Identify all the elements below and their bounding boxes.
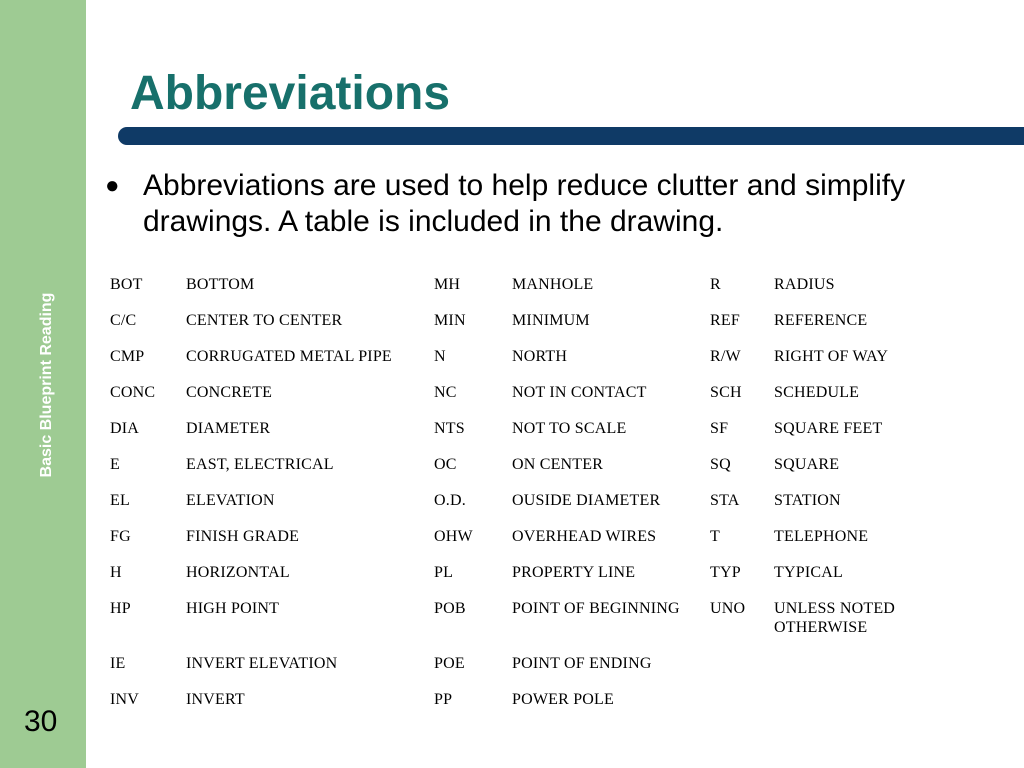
abbreviation-cell: SCH xyxy=(710,384,742,401)
abbreviation-cell: POE xyxy=(434,655,465,672)
meaning-cell: INVERT xyxy=(186,691,245,708)
meaning-cell: RIGHT OF WAY xyxy=(774,348,889,365)
abbreviation-cell: BOT xyxy=(110,276,143,293)
abbreviation-cell: H xyxy=(110,564,122,581)
slide-number: 30 xyxy=(24,705,58,738)
meaning-cell: POINT OF BEGINNING xyxy=(512,600,680,617)
table-row xyxy=(104,687,930,723)
abbreviation-cell: R/W xyxy=(710,348,741,365)
meaning-cell: FINISH GRADE xyxy=(186,528,300,545)
abbreviation-cell: POB xyxy=(434,600,466,617)
table-row xyxy=(104,488,930,524)
abbreviation-cell: NC xyxy=(434,384,457,401)
sidebar-band xyxy=(0,0,86,768)
abbreviation-cell: MIN xyxy=(434,312,466,329)
table-row xyxy=(104,524,930,560)
meaning-cell: UNLESS NOTED OTHERWISE xyxy=(774,600,896,636)
meaning-cell: SQUARE xyxy=(774,456,840,473)
meaning-cell: CORRUGATED METAL PIPE xyxy=(186,348,392,365)
abbreviation-cell xyxy=(704,687,768,723)
meaning-cell: NORTH xyxy=(512,348,568,365)
meaning-cell: POINT OF ENDING xyxy=(512,655,652,672)
table-row xyxy=(104,272,930,308)
bullet-text: Abbreviations are used to help reduce clutter and simplify drawings. A table is included in the drawing. xyxy=(143,169,906,238)
meaning-cell: OVERHEAD WIRES xyxy=(512,528,657,545)
meaning-cell: INVERT ELEVATION xyxy=(186,655,338,672)
meaning-cell: REFERENCE xyxy=(774,312,868,329)
abbreviation-cell: OHW xyxy=(434,528,473,545)
meaning-cell xyxy=(768,687,930,723)
slide-title: Abbreviations xyxy=(130,67,451,120)
abbreviation-cell: O.D. xyxy=(434,492,466,509)
abbreviation-cell: OC xyxy=(434,456,457,473)
abbreviation-cell: DIA xyxy=(110,420,140,437)
abbreviation-cell: SQ xyxy=(710,456,731,473)
table-row xyxy=(104,308,930,344)
meaning-cell: EAST, ELECTRICAL xyxy=(186,456,334,473)
table-row xyxy=(104,596,930,651)
meaning-cell: HORIZONTAL xyxy=(186,564,290,581)
table-row xyxy=(104,651,930,687)
meaning-cell: MINIMUM xyxy=(512,312,590,329)
abbreviation-cell: UNO xyxy=(710,600,746,617)
abbreviation-cell: PL xyxy=(434,564,454,581)
abbreviation-cell: MH xyxy=(434,276,461,293)
abbreviation-cell: R xyxy=(710,276,721,293)
table-row xyxy=(104,344,930,380)
abbreviations-table-body xyxy=(104,272,930,723)
abbreviation-cell: INV xyxy=(110,691,140,708)
abbreviation-cell: IE xyxy=(110,655,126,672)
title-underline-bar xyxy=(118,127,1024,145)
bullet-icon: ● xyxy=(105,172,120,199)
abbreviation-cell: E xyxy=(110,456,120,473)
meaning-cell xyxy=(768,651,930,687)
meaning-cell: PROPERTY LINE xyxy=(512,564,636,581)
meaning-cell: POWER POLE xyxy=(512,691,614,708)
meaning-cell: TYPICAL xyxy=(774,564,843,581)
abbreviations-table xyxy=(104,272,930,723)
abbreviation-cell: PP xyxy=(434,691,453,708)
meaning-cell: ON CENTER xyxy=(512,456,604,473)
abbreviation-cell: REF xyxy=(710,312,740,329)
meaning-cell: ELEVATION xyxy=(186,492,275,509)
meaning-cell: OUSIDE DIAMETER xyxy=(512,492,661,509)
abbreviation-cell xyxy=(704,651,768,687)
table-row xyxy=(104,560,930,596)
meaning-cell: SQUARE FEET xyxy=(774,420,883,437)
abbreviation-cell: CMP xyxy=(110,348,145,365)
meaning-cell: BOTTOM xyxy=(186,276,255,293)
meaning-cell: TELEPHONE xyxy=(774,528,869,545)
table-row xyxy=(104,380,930,416)
abbreviation-cell: CONC xyxy=(110,384,156,401)
abbreviation-cell: NTS xyxy=(434,420,465,437)
meaning-cell: CENTER TO CENTER xyxy=(186,312,343,329)
abbreviation-cell: T xyxy=(710,528,720,545)
abbreviation-cell: N xyxy=(434,348,446,365)
meaning-cell: NOT IN CONTACT xyxy=(512,384,647,401)
meaning-cell: DIAMETER xyxy=(186,420,271,437)
meaning-cell: CONCRETE xyxy=(186,384,273,401)
abbreviation-cell: STA xyxy=(710,492,740,509)
course-title-vertical: Basic Blueprint Reading xyxy=(38,292,55,478)
abbreviation-cell: HP xyxy=(110,600,131,617)
abbreviation-cell: EL xyxy=(110,492,130,509)
table-row xyxy=(104,416,930,452)
abbreviation-cell: FG xyxy=(110,528,131,545)
abbreviation-cell: SF xyxy=(710,420,729,437)
meaning-cell: RADIUS xyxy=(774,276,835,293)
meaning-cell: STATION xyxy=(774,492,841,509)
meaning-cell: NOT TO SCALE xyxy=(512,420,627,437)
meaning-cell: MANHOLE xyxy=(512,276,594,293)
abbreviation-cell: TYP xyxy=(710,564,741,581)
meaning-cell: SCHEDULE xyxy=(774,384,860,401)
table-row xyxy=(104,452,930,488)
meaning-cell: HIGH POINT xyxy=(186,600,280,617)
abbreviation-cell: C/C xyxy=(110,312,137,329)
